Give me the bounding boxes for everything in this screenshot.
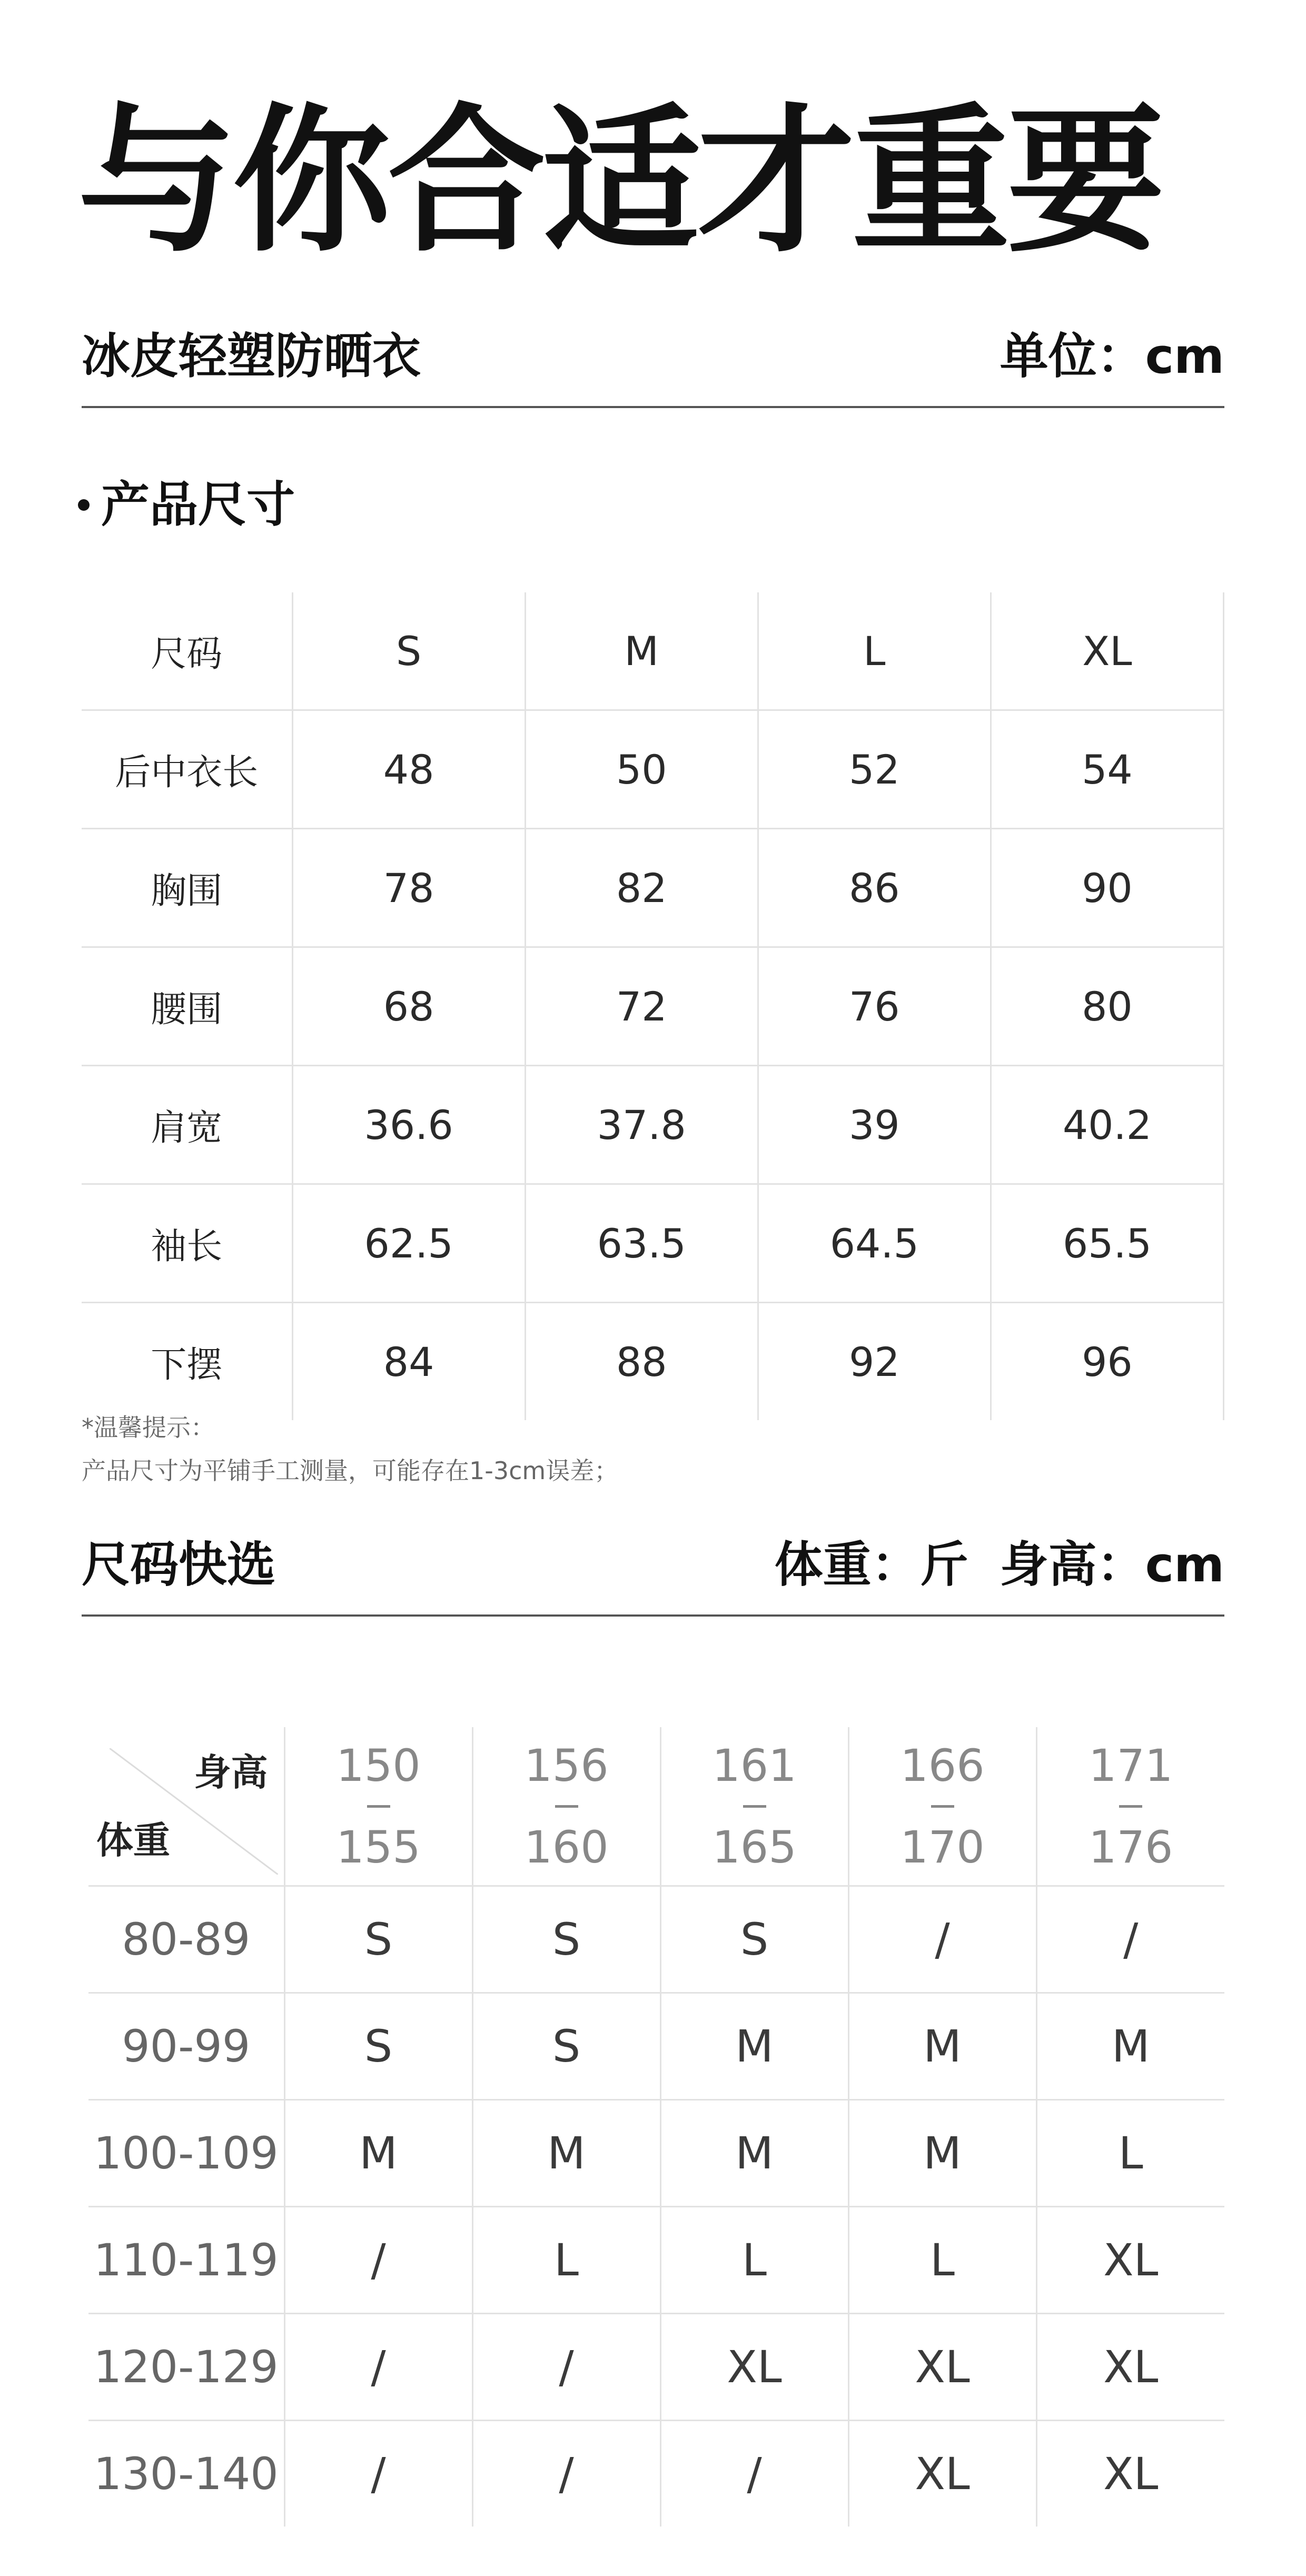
height-range-cell [848, 1727, 1036, 1886]
quick-header-row [88, 1727, 1224, 1886]
corner-weight-label: 体重 [96, 1819, 170, 1862]
quick-row [88, 2100, 1224, 2207]
height-to: 160 [524, 1821, 609, 1873]
recommended-size: S [472, 1886, 660, 1993]
height-to: 155 [336, 1821, 421, 1873]
recommended-size: XL [1036, 2314, 1224, 2421]
measurement-value: 54 [991, 710, 1223, 829]
measurement-value: 78 [292, 829, 525, 947]
measurement-label: 后中衣长 [82, 710, 292, 829]
measurement-value: 36.6 [292, 1066, 525, 1184]
recommended-size: / [472, 2314, 660, 2421]
quick-row [88, 2207, 1224, 2314]
size-table [82, 592, 1224, 1420]
recommended-size: L [1036, 2100, 1224, 2207]
recommended-size: M [660, 1993, 848, 2100]
measurement-value: 72 [525, 947, 758, 1066]
measurement-value: 68 [292, 947, 525, 1066]
product-header [82, 329, 1224, 408]
recommended-size: XL [1036, 2207, 1224, 2314]
recommended-size: S [660, 1886, 848, 1993]
height-range [1037, 1739, 1225, 1873]
height-range [473, 1739, 660, 1873]
size-table-header-row [82, 592, 1224, 710]
recommended-size: M [660, 2100, 848, 2207]
measurement-value: 50 [525, 710, 758, 829]
quick-row [88, 2421, 1224, 2527]
measurement-value: 64.5 [758, 1184, 991, 1303]
corner-cell [88, 1727, 284, 1886]
recommended-size: S [284, 1886, 472, 1993]
range-dash [367, 1805, 390, 1808]
quick-divider [82, 1614, 1224, 1617]
recommended-size: XL [848, 2314, 1036, 2421]
height-to: 170 [900, 1821, 985, 1873]
size-table-row [82, 1066, 1224, 1184]
weight-range: 130-140 [88, 2421, 284, 2527]
recommended-size: XL [1103, 2448, 1159, 2500]
height-range-cell [284, 1727, 472, 1886]
measurement-value: 76 [758, 947, 991, 1066]
height-to: 165 [712, 1821, 797, 1873]
product-name: 冰皮轻塑防晒衣 [82, 328, 421, 384]
quick-row [88, 1886, 1224, 1993]
measurement-value: 92 [758, 1303, 991, 1421]
tips [82, 1406, 618, 1492]
recommended-size: L [660, 2207, 848, 2314]
recommended-size: / [848, 1886, 1036, 1993]
weight-range: 110-119 [88, 2207, 284, 2314]
height-range [661, 1739, 848, 1873]
size-section-title [78, 466, 295, 536]
recommended-size: XL [660, 2314, 848, 2421]
recommended-size: XL [848, 2421, 1036, 2527]
height-from: 171 [1089, 1739, 1173, 1791]
weight-range: 90-99 [88, 1993, 284, 2100]
corner-height-label: 身高 [194, 1751, 268, 1794]
recommended-size: / [284, 2314, 472, 2421]
weight-range: 100-109 [88, 2100, 284, 2207]
size-table-row [82, 710, 1224, 829]
tips-text: 产品尺寸为平铺手工测量，可能存在1-3cm误差； [82, 1457, 619, 1485]
height-range [849, 1739, 1036, 1873]
measurement-value: 40.2 [991, 1066, 1223, 1184]
height-range [285, 1739, 472, 1873]
size-table-row [82, 947, 1224, 1066]
recommended-size: M [1036, 1993, 1224, 2100]
height-range-cell [1036, 1727, 1224, 1886]
tips-heading: *温馨提示： [82, 1413, 215, 1442]
measurement-value: 80 [991, 947, 1223, 1066]
bullet-icon [78, 499, 90, 511]
hero-title: 与你合适才重要 [78, 90, 1162, 273]
weight-range: 120-129 [88, 2314, 284, 2421]
height-from: 161 [712, 1739, 797, 1791]
recommended-size: / [284, 2421, 472, 2527]
size-header-cell: XL [991, 592, 1223, 710]
quick-row [88, 2314, 1224, 2421]
height-range-cell [472, 1727, 660, 1886]
size-header-label: 尺码 [82, 592, 292, 710]
height-from: 150 [336, 1739, 421, 1791]
recommended-size: L [472, 2207, 660, 2314]
measurement-value: 52 [758, 710, 991, 829]
range-dash [743, 1805, 766, 1808]
recommended-size: M [284, 2100, 472, 2207]
size-header-cell: S [292, 592, 525, 710]
recommended-size: S [472, 1993, 660, 2100]
measurement-value: 96 [991, 1303, 1223, 1421]
size-header-cell: L [758, 592, 991, 710]
quick-title: 尺码快选 [82, 1537, 276, 1593]
quick-header [82, 1538, 1224, 1617]
recommended-size: M [848, 2100, 1036, 2207]
quick-size-table [88, 1727, 1224, 2527]
recommended-size: M [472, 2100, 660, 2207]
measurement-value: 86 [758, 829, 991, 947]
unit-label: 单位：cm [1000, 328, 1224, 384]
recommended-size: / [472, 2421, 660, 2527]
measurement-label: 下摆 [82, 1303, 292, 1421]
measurement-value: 90 [991, 829, 1223, 947]
measurement-value: 65.5 [991, 1184, 1223, 1303]
quick-row [88, 1993, 1224, 2100]
size-header-cell: M [525, 592, 758, 710]
weight-unit: 体重：斤 [774, 1537, 968, 1593]
measurement-value: 39 [758, 1066, 991, 1184]
measurement-label: 腰围 [82, 947, 292, 1066]
measurement-value: 63.5 [525, 1184, 758, 1303]
height-range-cell [660, 1727, 848, 1886]
size-table-row [82, 1303, 1224, 1421]
range-dash [555, 1805, 578, 1808]
measurement-value: 82 [525, 829, 758, 947]
size-table-row [82, 1184, 1224, 1303]
height-to: 176 [1089, 1821, 1173, 1873]
measurement-label: 胸围 [82, 829, 292, 947]
measurement-value: 62.5 [292, 1184, 525, 1303]
weight-range: 80-89 [88, 1886, 284, 1993]
recommended-size: / [284, 2207, 472, 2314]
size-table-row [82, 829, 1224, 947]
range-dash [931, 1805, 954, 1808]
recommended-size: / [1036, 1886, 1224, 1993]
range-dash [1119, 1805, 1142, 1808]
height-from: 156 [524, 1739, 609, 1791]
quick-units [775, 1526, 1224, 1596]
measurement-value: 48 [292, 710, 525, 829]
recommended-size: / [660, 2421, 848, 2527]
recommended-size: L [848, 2207, 1036, 2314]
measurement-label: 肩宽 [82, 1066, 292, 1184]
measurement-label: 袖长 [82, 1184, 292, 1303]
recommended-size: S [284, 1993, 472, 2100]
header-divider [82, 406, 1224, 408]
height-unit: 身高：cm [1000, 1537, 1224, 1593]
recommended-size: M [848, 1993, 1036, 2100]
measurement-value: 84 [292, 1303, 525, 1421]
height-from: 166 [900, 1739, 985, 1791]
measurement-value: 88 [525, 1303, 758, 1421]
measurement-value: 37.8 [525, 1066, 758, 1184]
size-section-label: 产品尺寸 [101, 477, 295, 533]
